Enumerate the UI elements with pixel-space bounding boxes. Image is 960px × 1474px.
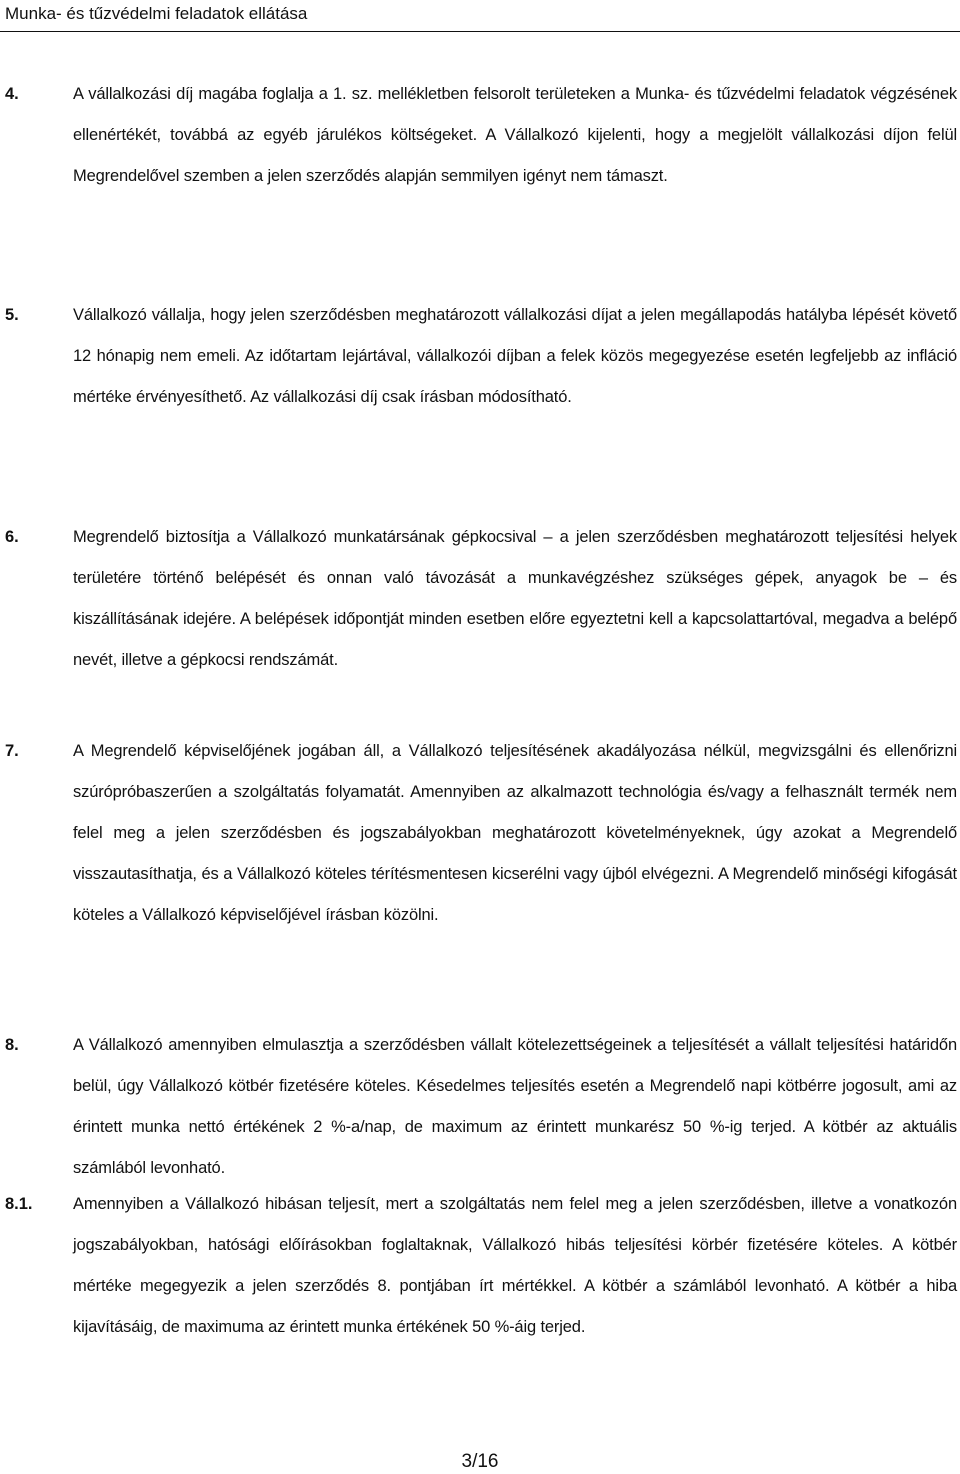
section-number: 7.	[5, 742, 19, 760]
section-8	[5, 1025, 957, 1189]
section-number: 8.1.	[5, 1195, 33, 1213]
document-title: Munka- és tűzvédelmi feladatok ellátása	[5, 4, 308, 23]
section-6	[5, 517, 957, 681]
section-8-1	[5, 1184, 957, 1348]
section-text: Megrendelő biztosítja a Vállalkozó munkatársának gépkocsival – a jelen szerződésben meghatározott teljesítési helyek területére történő belépését és onnan való távozását a munkavégzéshez szükséges gépek, anyagok be – és kiszállításának idejére. A belépések időpontját minden esetben előre egyeztetni kell a kapcsolattartóval, megadva a belépő nevét, illetve a gépkocsi rendszámát.	[73, 528, 957, 669]
section-7	[5, 731, 957, 936]
section-4	[5, 74, 957, 197]
section-number: 5.	[5, 306, 19, 324]
section-text: Amennyiben a Vállalkozó hibásan teljesít, mert a szolgáltatás nem felel meg a jelen szerződésben, illetve a vonatkozón jogszabályokban, hatósági előírásokban foglaltaknak, Vállalkozó hibás teljesítési körbér fizetésére köteles. A kötbér mértéke megegyezik a jelen szerződés 8. pontjában írt mértékkel. A kötbér a számlából levonható. A kötbér a hiba kijavításáig, de maximuma az érintett munka értékének 50 %-áig terjed.	[73, 1195, 957, 1336]
header-divider	[0, 31, 960, 32]
section-5	[5, 295, 957, 418]
section-number: 4.	[5, 85, 19, 103]
section-number: 6.	[5, 528, 19, 546]
section-text: Vállalkozó vállalja, hogy jelen szerződésben meghatározott vállalkozási díjat a jelen megállapodás hatályba lépését követő 12 hónapig nem emeli. Az időtartam lejártával, vállalkozói díjban a felek közös megegyezése esetén legfeljebb az infláció mértéke érvényesíthető. Az vállalkozási díj csak írásban módosítható.	[73, 306, 957, 406]
section-text: A vállalkozási díj magába foglalja a 1. sz. mellékletben felsorolt területeken a Munka- és tűzvédelmi feladatok végzésének ellenértékét, továbbá az egyéb járulékos költségeket. A Vállalkozó kijelenti, hogy a megjelölt vállalkozási díjon felül Megrendelővel szemben a jelen szerződés alapján semmilyen igényt nem támaszt.	[73, 85, 957, 185]
section-number: 8.	[5, 1036, 19, 1054]
page-number: 3/16	[461, 1451, 499, 1472]
page-header	[5, 4, 307, 24]
section-text: A Vállalkozó amennyiben elmulasztja a szerződésben vállalt kötelezettségeinek a teljesítését a vállalt teljesítési határidőn belül, úgy Vállalkozó kötbér fizetésére köteles. Késedelmes teljesítés esetén a Megrendelő napi kötbérre jogosult, ami az érintett munka nettó értékének 2 %-a/nap, de maximum az érintett munkarész 50 %-ig terjed. A kötbér az aktuális számlából levonható.	[73, 1036, 957, 1177]
section-text: A Megrendelő képviselőjének jogában áll, a Vállalkozó teljesítésének akadályozása nélkül, megvizsgálni és ellenőrizni szúrópróbaszerűen a szolgáltatás folyamatát. Amennyiben az alkalmazott technológia és/vagy a felhasznált termék nem felel meg a jelen szerződésben és jogszabályokban meghatározott követelményeknek, úgy azokat a Megrendelő visszautasíthatja, és a Vállalkozó köteles térítésmentesen kicserélni vagy újból elvégezni. A Megrendelő minőségi kifogását köteles a Vállalkozó képviselőjével írásban közölni.	[73, 742, 957, 924]
